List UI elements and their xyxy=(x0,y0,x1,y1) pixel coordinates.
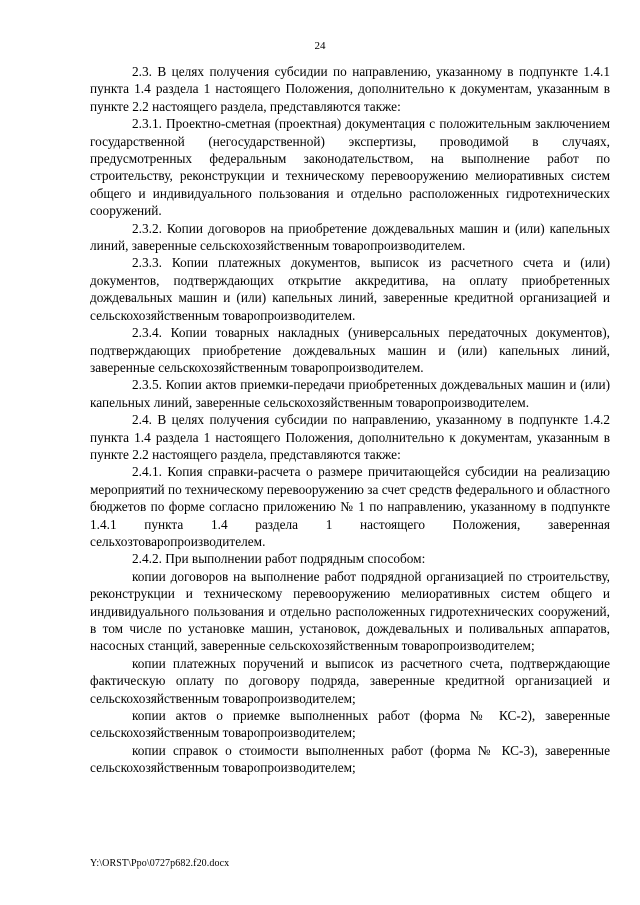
paragraph-2-3-1: 2.3.1. Проектно-сметная (проектная) документация с положительным заключением государственной (негосударственной) экспертизы, проводимой в случаях, предусмотренных федеральным законодательством, на выполнение работ по строительству, реконструкции и техническому перевооружению мелиоративных систем общего и индивидуального пользования и отдельно расположенных гидротехнических сооружений. xyxy=(90,116,610,219)
document-body xyxy=(90,63,610,777)
file-path-footer: Y:\ORST\Ppo\0727p682.f20.docx xyxy=(90,858,230,869)
paragraph-2-4-1: 2.4.1. Копия справки-расчета о размере причитающейся субсидии на реализацию мероприятий по техническому перевооружению за счет средств федерального и областного бюджетов по форме согласно приложению № 1 по направлению, указанному в подпункте 1.4.1 пункта 1.4 раздела 1 настоящего Положения, заверенная сельхозтоваропроизводителем. xyxy=(90,464,611,549)
paragraph-2-3-4: 2.3.4. Копии товарных накладных (универсальных передаточных документов), подтверждающих приобретение дождевальных машин и (или) капельных линий, заверенные сельскохозяйственным товаропроизводителем. xyxy=(90,325,610,375)
paragraph-2-4: 2.4. В целях получения субсидии по направлению, указанному в подпункте 1.4.2 пункта 1.4 раздела 1 настоящего Положения, дополнительно к документам, указанным в пункте 2.2 настоящего раздела, представляются также: xyxy=(90,412,610,462)
paragraph-2-3-5: 2.3.5. Копии актов приемки-передачи приобретенных дождевальных машин и (или) капельных линий, заверенные сельскохозяйственным товаропроизводителем. xyxy=(90,377,610,410)
paragraph-2-3: 2.3. В целях получения субсидии по направлению, указанному в подпункте 1.4.1 пункта 1.4 раздела 1 настоящего Положения, дополнительно к документам, указанным в пункте 2.2 настоящего раздела, представляются также: xyxy=(90,64,610,114)
list-item-ks2-acts: копии актов о приемке выполненных работ (форма № КС-2), заверенные сельскохозяйственным товаропроизводителем; xyxy=(90,708,610,741)
paragraph-2-4-2: 2.4.2. При выполнении работ подрядным способом: xyxy=(132,551,426,567)
page-number: 24 xyxy=(314,40,326,52)
list-item-contracts: копии договоров на выполнение работ подрядной организацией по строительству, реконструкции и техническому перевооружению мелиоративных систем общего и индивидуального пользования и отдельно расположенных гидротехнических сооружений, в том числе по установке машин, установок, дождевальных и поливальных аппаратов, насосных станций, заверенные сельскохозяйственным товаропроизводителем; xyxy=(90,568,610,654)
paragraph-2-3-2: 2.3.2. Копии договоров на приобретение дождевальных машин и (или) капельных линий, заверенные сельскохозяйственным товаропроизводителем. xyxy=(90,220,610,254)
paragraph-2-3-3: 2.3.3. Копии платежных документов, выписок из расчетного счета и (или) документов, подтверждающих открытие аккредитива, на оплату приобретенных дождевальных машин и (или) капельных линий, заверенные кредитной организацией и сельскохозяйственным товаропроизводителем. xyxy=(90,255,610,323)
list-item-payment-orders: копии платежных поручений и выписок из расчетного счета, подтверждающие фактическую оплату по договору подряда, заверенные кредитной организацией и сельскохозяйственным товаропроизводителем; xyxy=(90,655,610,706)
list-item-ks3-certificates: копии справок о стоимости выполненных работ (форма № КС-3), заверенные сельскохозяйственным товаропроизводителем; xyxy=(90,742,610,776)
